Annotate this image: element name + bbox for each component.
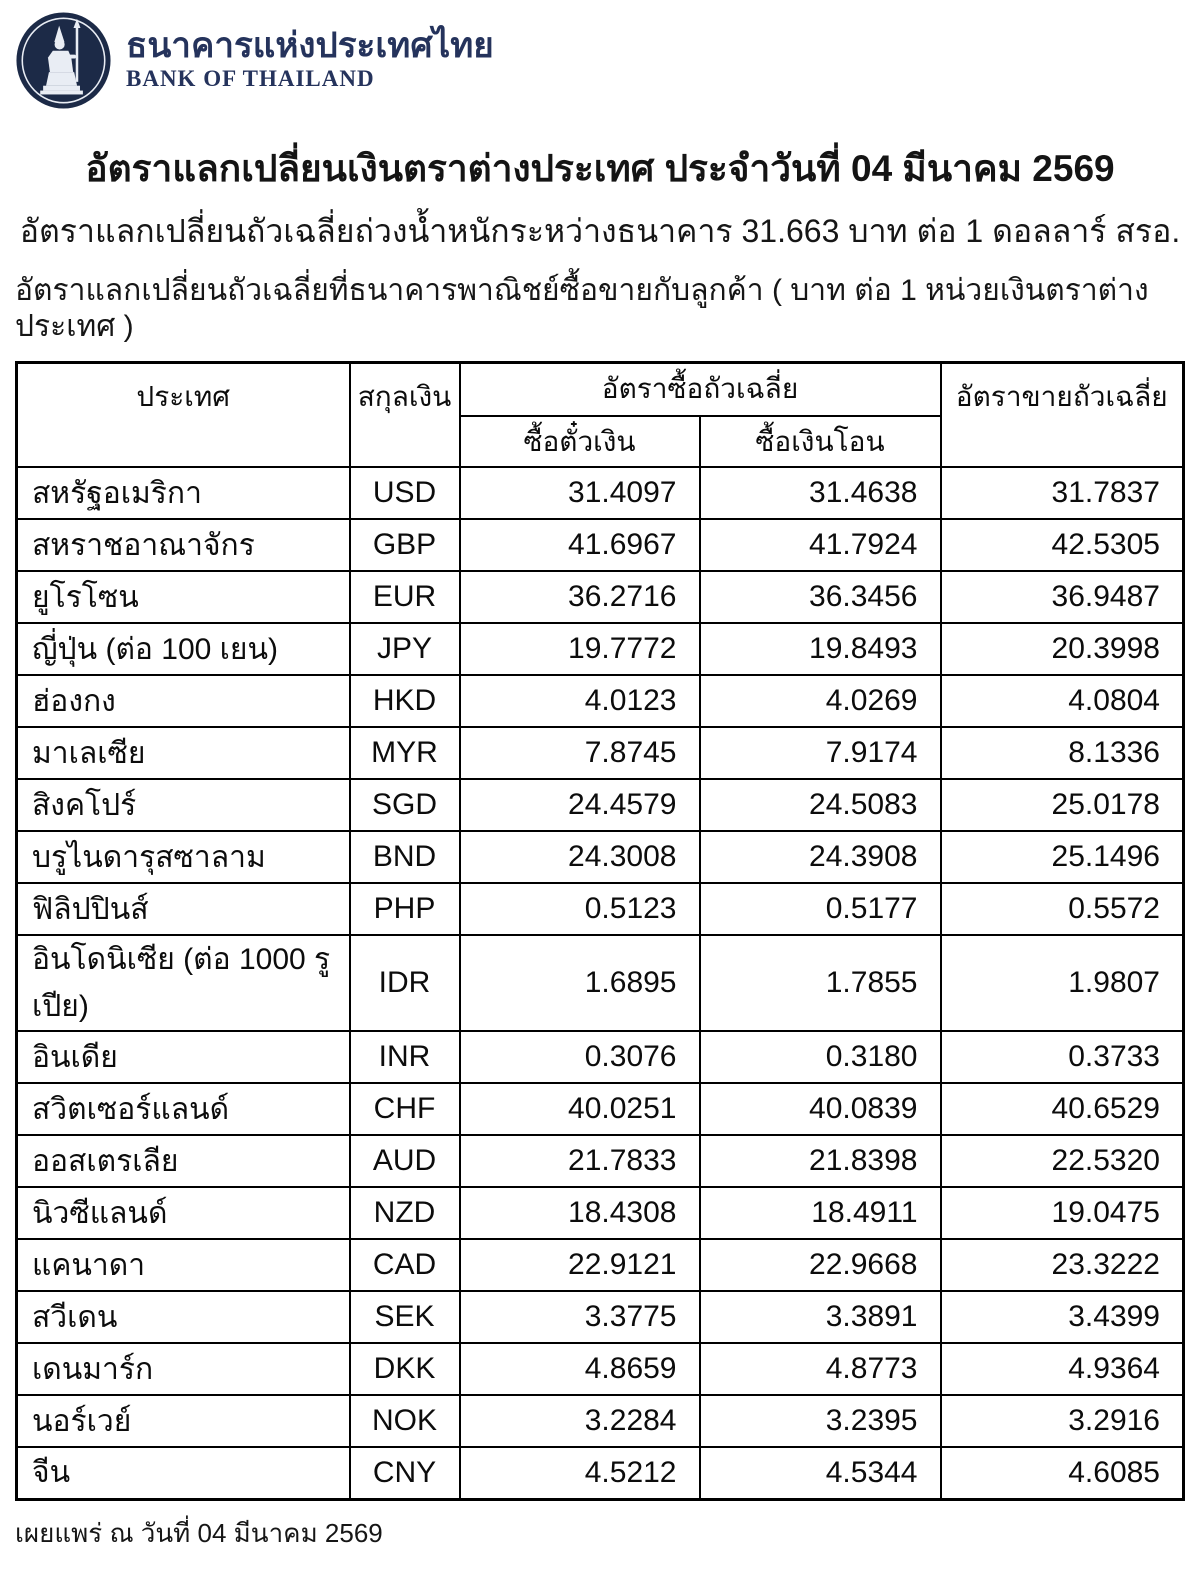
country-cell: บรูไนดารุสซาลาม [17, 831, 350, 883]
country-cell: นิวซีแลนด์ [17, 1187, 350, 1239]
buying-sight-cell: 19.7772 [460, 623, 700, 675]
buying-transfer-cell: 31.4638 [700, 467, 941, 519]
buying-sight-cell: 22.9121 [460, 1239, 700, 1291]
selling-cell: 22.5320 [941, 1135, 1184, 1187]
rates-table-body [17, 467, 1184, 1499]
currency-code-cell: MYR [350, 727, 460, 779]
rate-row [17, 1031, 1184, 1083]
selling-cell: 4.6085 [941, 1447, 1184, 1499]
header-country: ประเทศ [17, 362, 350, 467]
selling-cell: 42.5305 [941, 519, 1184, 571]
buying-transfer-cell: 24.3908 [700, 831, 941, 883]
buying-sight-cell: 3.3775 [460, 1291, 700, 1343]
buying-sight-cell: 3.2284 [460, 1395, 700, 1447]
currency-code-cell: IDR [350, 935, 460, 1031]
selling-cell: 31.7837 [941, 467, 1184, 519]
buying-transfer-cell: 22.9668 [700, 1239, 941, 1291]
rate-row [17, 1447, 1184, 1499]
selling-cell: 4.0804 [941, 675, 1184, 727]
buying-sight-cell: 4.8659 [460, 1343, 700, 1395]
buying-sight-cell: 0.3076 [460, 1031, 700, 1083]
buying-transfer-cell: 36.3456 [700, 571, 941, 623]
currency-code-cell: HKD [350, 675, 460, 727]
rate-row [17, 831, 1184, 883]
rate-row [17, 1343, 1184, 1395]
rate-row [17, 1135, 1184, 1187]
rate-row [17, 1187, 1184, 1239]
currency-code-cell: PHP [350, 883, 460, 935]
rate-row [17, 623, 1184, 675]
bank-english-name: BANK OF THAILAND [126, 66, 375, 92]
currency-code-cell: USD [350, 467, 460, 519]
currency-code-cell: INR [350, 1031, 460, 1083]
header-buying-transfer: ซื้อเงินโอน [700, 416, 941, 467]
selling-cell: 23.3222 [941, 1239, 1184, 1291]
currency-code-cell: GBP [350, 519, 460, 571]
rate-row [17, 1239, 1184, 1291]
currency-code-cell: AUD [350, 1135, 460, 1187]
selling-cell: 4.9364 [941, 1343, 1184, 1395]
buying-sight-cell: 36.2716 [460, 571, 700, 623]
selling-cell: 25.0178 [941, 779, 1184, 831]
selling-cell: 19.0475 [941, 1187, 1184, 1239]
country-cell: สวีเดน [17, 1291, 350, 1343]
bank-thai-name: ธนาคารแห่งประเทศไทย [126, 25, 494, 65]
selling-cell: 0.5572 [941, 883, 1184, 935]
buying-sight-cell: 18.4308 [460, 1187, 700, 1239]
buying-transfer-cell: 40.0839 [700, 1083, 941, 1135]
exchange-rates-table [15, 361, 1185, 1501]
buying-sight-cell: 41.6967 [460, 519, 700, 571]
rate-row [17, 935, 1184, 1031]
selling-cell: 20.3998 [941, 623, 1184, 675]
buying-sight-cell: 4.5212 [460, 1447, 700, 1499]
country-cell: ออสเตรเลีย [17, 1135, 350, 1187]
page-title: อัตราแลกเปลี่ยนเงินตราต่างประเทศ ประจำวันที่ 04 มีนาคม 2569 [85, 148, 1115, 189]
currency-code-cell: CHF [350, 1083, 460, 1135]
country-cell: ฮ่องกง [17, 675, 350, 727]
buying-sight-cell: 1.6895 [460, 935, 700, 1031]
currency-code-cell: NOK [350, 1395, 460, 1447]
buying-transfer-cell: 4.0269 [700, 675, 941, 727]
rate-row [17, 1395, 1184, 1447]
buying-transfer-cell: 21.8398 [700, 1135, 941, 1187]
country-cell: สหรัฐอเมริกา [17, 467, 350, 519]
buying-transfer-cell: 24.5083 [700, 779, 941, 831]
bank-name-block [126, 25, 494, 93]
selling-cell: 1.9807 [941, 935, 1184, 1031]
country-cell: แคนาดา [17, 1239, 350, 1291]
rate-row [17, 883, 1184, 935]
buying-sight-cell: 24.3008 [460, 831, 700, 883]
buying-transfer-cell: 4.8773 [700, 1343, 941, 1395]
rate-row [17, 1083, 1184, 1135]
buying-transfer-cell: 0.3180 [700, 1031, 941, 1083]
selling-cell: 40.6529 [941, 1083, 1184, 1135]
customer-rates-note: อัตราแลกเปลี่ยนถัวเฉลี่ยที่ธนาคารพาณิชย์ซื้อขายกับลูกค้า ( บาท ต่อ 1 หน่วยเงินตราต่างประเทศ ) [15, 273, 1149, 343]
rate-row [17, 727, 1184, 779]
buying-sight-cell: 31.4097 [460, 467, 700, 519]
country-cell: อินเดีย [17, 1031, 350, 1083]
country-cell: สิงคโปร์ [17, 779, 350, 831]
country-cell: เดนมาร์ก [17, 1343, 350, 1395]
currency-code-cell: CNY [350, 1447, 460, 1499]
rate-row [17, 1291, 1184, 1343]
rate-row [17, 675, 1184, 727]
currency-code-cell: SGD [350, 779, 460, 831]
currency-code-cell: EUR [350, 571, 460, 623]
currency-code-cell: DKK [350, 1343, 460, 1395]
country-cell: จีน [17, 1447, 350, 1499]
selling-cell: 8.1336 [941, 727, 1184, 779]
buying-transfer-cell: 7.9174 [700, 727, 941, 779]
currency-code-cell: BND [350, 831, 460, 883]
country-cell: ยูโรโซน [17, 571, 350, 623]
country-cell: ญี่ปุ่น (ต่อ 100 เยน) [17, 623, 350, 675]
buying-transfer-cell: 1.7855 [700, 935, 941, 1031]
buying-sight-cell: 24.4579 [460, 779, 700, 831]
bank-of-thailand-logo [15, 8, 1185, 112]
country-cell: ฟิลิปปินส์ [17, 883, 350, 935]
publish-date-note: เผยแพร่ ณ วันที่ 04 มีนาคม 2569 [15, 1517, 383, 1548]
rate-row [17, 467, 1184, 519]
buying-sight-cell: 0.5123 [460, 883, 700, 935]
selling-cell: 25.1496 [941, 831, 1184, 883]
selling-cell: 36.9487 [941, 571, 1184, 623]
currency-code-cell: NZD [350, 1187, 460, 1239]
buying-sight-cell: 21.7833 [460, 1135, 700, 1187]
country-cell: นอร์เวย์ [17, 1395, 350, 1447]
buying-transfer-cell: 0.5177 [700, 883, 941, 935]
header-buying-sight: ซื้อตั๋วเงิน [460, 416, 700, 467]
table-header [17, 362, 1184, 467]
currency-code-cell: SEK [350, 1291, 460, 1343]
buying-transfer-cell: 3.2395 [700, 1395, 941, 1447]
buying-sight-cell: 7.8745 [460, 727, 700, 779]
rate-row [17, 779, 1184, 831]
country-cell: มาเลเซีย [17, 727, 350, 779]
buying-transfer-cell: 18.4911 [700, 1187, 941, 1239]
currency-code-cell: CAD [350, 1239, 460, 1291]
header-avg-selling: อัตราขายถัวเฉลี่ย [941, 362, 1184, 467]
buying-sight-cell: 40.0251 [460, 1083, 700, 1135]
currency-code-cell: JPY [350, 623, 460, 675]
bank-seal-icon [15, 12, 112, 109]
interbank-rate-subtitle: อัตราแลกเปลี่ยนถัวเฉลี่ยถ่วงน้ำหนักระหว่างธนาคาร 31.663 บาท ต่อ 1 ดอลลาร์ สรอ. [19, 213, 1181, 250]
selling-cell: 3.2916 [941, 1395, 1184, 1447]
rate-row [17, 571, 1184, 623]
buying-transfer-cell: 3.3891 [700, 1291, 941, 1343]
buying-transfer-cell: 19.8493 [700, 623, 941, 675]
title-block [15, 146, 1185, 345]
buying-sight-cell: 4.0123 [460, 675, 700, 727]
header-currency: สกุลเงิน [350, 362, 460, 467]
selling-cell: 3.4399 [941, 1291, 1184, 1343]
rate-row [17, 519, 1184, 571]
buying-transfer-cell: 4.5344 [700, 1447, 941, 1499]
buying-transfer-cell: 41.7924 [700, 519, 941, 571]
country-cell: สหราชอาณาจักร [17, 519, 350, 571]
country-cell: อินโดนิเซีย (ต่อ 1000 รูเปีย) [17, 935, 350, 1031]
selling-cell: 0.3733 [941, 1031, 1184, 1083]
header-avg-buying: อัตราซื้อถัวเฉลี่ย [460, 362, 941, 416]
country-cell: สวิตเซอร์แลนด์ [17, 1083, 350, 1135]
